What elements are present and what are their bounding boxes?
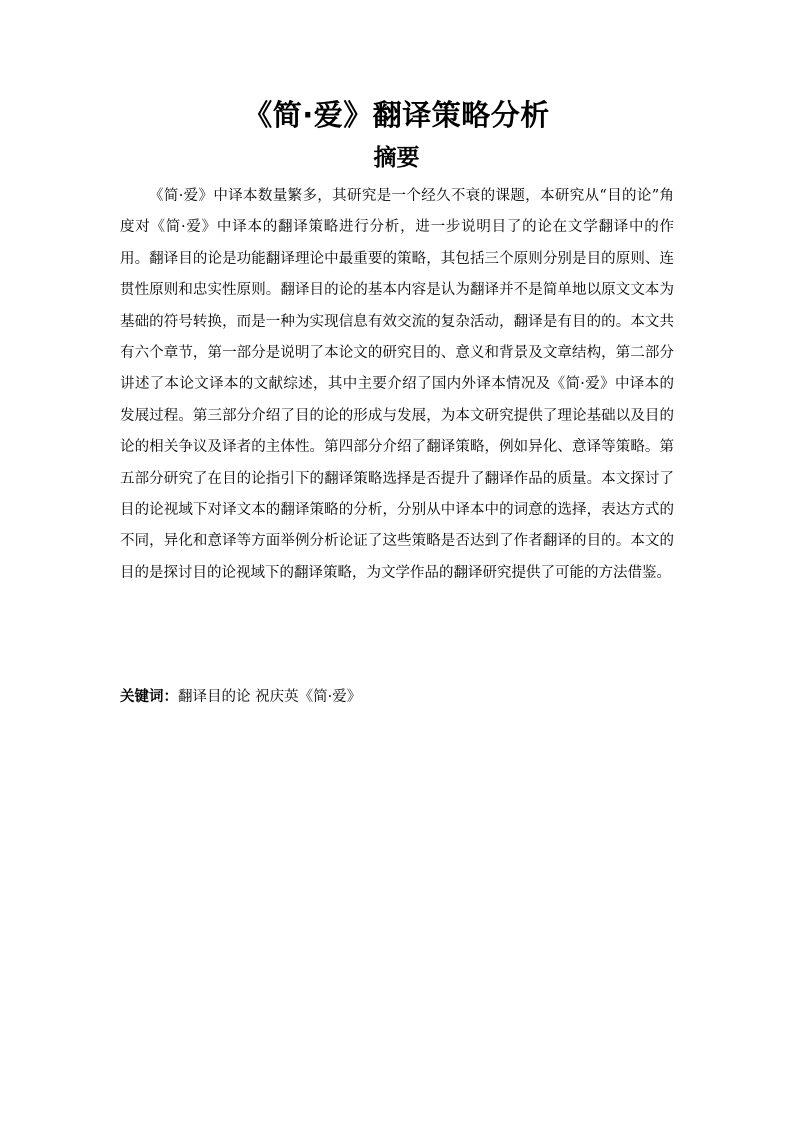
- keywords-label: 关键词：: [120, 689, 178, 705]
- keywords-line: [120, 684, 674, 710]
- abstract-paragraph: 《简·爱》中译本数量繁多，其研究是一个经久不衰的课题，本研究从“目的论”角度对《简·爱》中译本的翻译策略进行分析，进一步说明目了的论在文学翻译中的作用。翻译目的论是功能翻译理论中最重要的策略，其包括三个原则分别是目的原则、连贯性原则和忠实性原则。翻译目的论的基本内容是认为翻译并不是简单地以原文文本为基础的符号转换，而是一种为实现信息有效交流的复杂活动，翻译是有目的的。本文共有六个章节，第一部分是说明了本论文的研究目的、意义和背景及文章结构，第二部分讲述了本论文译本的文献综述，其中主要介绍了国内外译本情况及《简·爱》中译本的发展过程。第三部分介绍了目的论的形成与发展，为本文研究提供了理论基础以及目的论的相关争议及译者的主体性。第四部分介绍了翻译策略，例如异化、意译等策略。第五部分研究了在目的论指引下的翻译策略选择是否提升了翻译作品的质量。本文探讨了目的论视域下对译文本的翻译策略的分析，分别从中译本中的词意的选择，表达方式的不同，异化和意译等方面举例分析论证了这些策略是否达到了作者翻译的目的。本文的目的是探讨目的论视域下的翻译策略，为文学作品的翻译研究提供了可能的方法借鉴。: [120, 188, 674, 581]
- paper-title: 《简·爱》翻译策略分析: [243, 98, 550, 132]
- abstract-heading: 摘要: [373, 145, 420, 171]
- keywords-text: 翻译目的论 祝庆英《简·爱》: [178, 689, 362, 705]
